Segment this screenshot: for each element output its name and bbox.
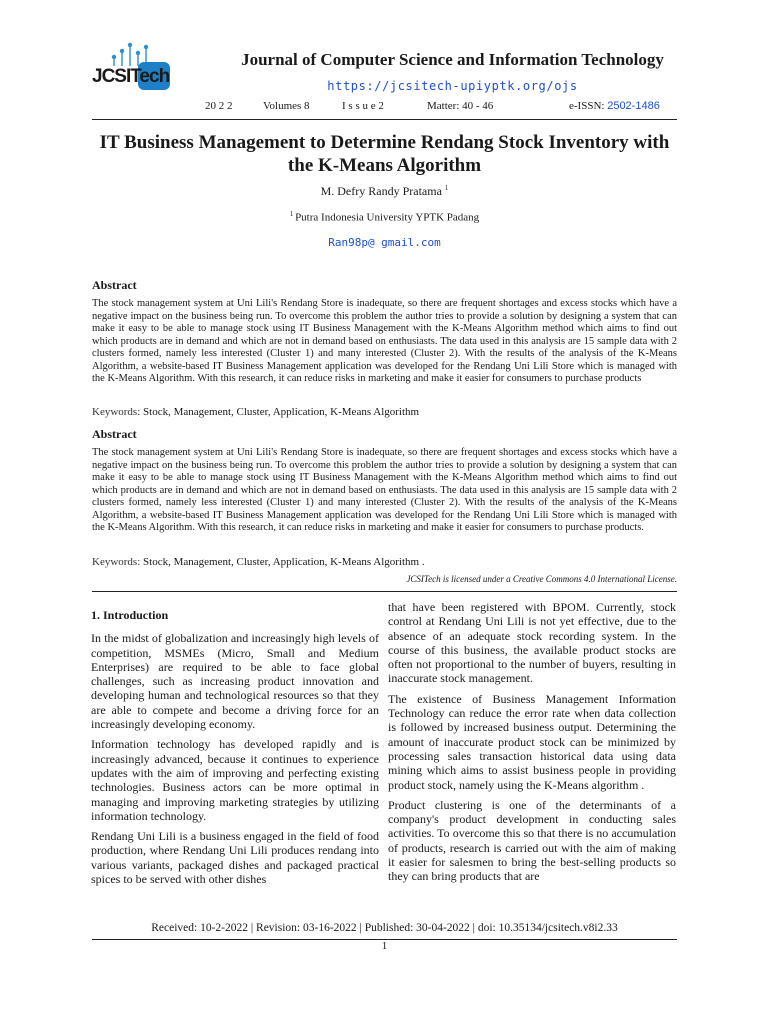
body-column-right bbox=[388, 600, 676, 890]
keywords-line-1 bbox=[92, 406, 677, 418]
author-sup: 1 bbox=[444, 184, 449, 192]
abstract-text-2: The stock management system at Uni Lili's Rendang Store is inadequate, so there are frequent shortages and excess stocks which have a negative impact on the business being run. To overcome this problem the author tries to provide a solution by designing a system that can make it easy to be able to manage stock using IT Business Management with the K-Means Algorithm method which aims to find out which products are in demand and which are not in demand based on enthusiasts. The data used in this analysis are 15 sample data with 2 clusters formed, namely less interested (Cluster 1) and many interested (Cluster 2). With the results of the analysis of the K-Means Algorithm, a website-based IT Business Management application was developed for the Rendang Uni Lili Store which is managed with the K-Means Algorithm. With this research, it can reduce risks in marketing and make it easier for consumers to purchase products. bbox=[92, 447, 677, 533]
author-name: M. Defry Randy Pratama bbox=[320, 184, 445, 198]
meta-volume: Volumes 8 bbox=[263, 100, 310, 112]
keywords-line-2 bbox=[92, 556, 677, 568]
page-number: 1 bbox=[381, 940, 388, 952]
affiliation-sup: 1 bbox=[289, 210, 296, 218]
meta-year: 20 2 2 bbox=[205, 100, 233, 112]
keywords-1: Stock, Management, Cluster, Application, K-Means Algorithm bbox=[143, 406, 420, 418]
author-line bbox=[92, 184, 677, 199]
body-paragraph: In the midst of globalization and increasingly high levels of competition, MSMEs (Micro, Small and Medium Enterprises) are required to be able to face global challenges, such as increasing product innovation and developing human and technological resources so that they are able to compete and become a driving force for an increasingly developing economy. bbox=[91, 631, 379, 732]
meta-matter: Matter: 40 - 46 bbox=[427, 100, 494, 112]
abstract-heading-2: Abstract bbox=[92, 427, 137, 441]
keywords-2: Stock, Management, Cluster, Application, K-Means Algorithm . bbox=[143, 556, 425, 568]
journal-logo bbox=[92, 38, 172, 110]
paper-title: IT Business Management to Determine Rendang Stock Inventory with the K-Means Algorithm bbox=[99, 132, 670, 176]
keywords-label-1: Keywords: bbox=[92, 406, 144, 418]
affiliation-line bbox=[92, 210, 677, 224]
issn-value: 2502-1486 bbox=[607, 100, 660, 112]
body-paragraph: Information technology has developed rapidly and is increasingly advanced, because it continues to experience updates with the aim of improving and perfecting existing technologies. Business actors can be more optimal in managing and improving marketing strategies by utilizing information technology. bbox=[91, 737, 379, 823]
logo-text: JCSITech bbox=[92, 66, 170, 87]
header-divider bbox=[92, 119, 677, 120]
author-email-link[interactable]: Ran98p@ gmail.com bbox=[328, 236, 441, 249]
journal-title: Journal of Computer Science and Information Technology bbox=[241, 50, 664, 69]
body-paragraph: Product clustering is one of the determinants of a company's product development in conducting sales activities. To overcome this so that there is no accumulation of products, research is carried out with the aim of making it easier for salesmen to bring the best-selling products so they can bring products that are bbox=[388, 797, 676, 884]
body-paragraph: The existence of Business Management Information Technology can reduce the error rate when data collection is followed by increased business output. Determining the amount of inaccurate product stock can be minimized by processing sales transaction historical data using data mining which aims to assist business people in providing product stock, namely using the K-Means algorithm . bbox=[388, 691, 676, 792]
abstract-text-1: The stock management system at Uni Lili's Rendang Store is inadequate, so there are frequent shortages and excess stocks which have a negative impact on the business being run. To overcome this problem the author tries to provide a solution by designing a system that can make it easy to be able to manage stock using IT Business Management with the K-Means Algorithm method which aims to find out which products are in demand and which are not in demand based on enthusiasts. The data used in this analysis are 15 sample data with 2 clusters formed, namely less interested (Cluster 1) and many interested (Cluster 2). With the results of the analysis of the K-Means Algorithm, a website-based IT Business Management application was developed for the Rendang Uni Lili Store which is managed with the K-Means Algorithm. With this research, it can reduce risks in marketing and make it easier for consumers to purchase products bbox=[92, 298, 677, 384]
abstract-divider bbox=[92, 591, 677, 592]
meta-issue: I s s u e 2 bbox=[342, 100, 384, 112]
body-paragraph: Rendang Uni Lili is a business engaged in the field of food production, where Rendang Uni Lili produces rendang into various variants, packaged dishes and packaged practical spices to be served with other dishes bbox=[91, 829, 379, 887]
meta-issn bbox=[569, 100, 660, 112]
abstract-heading-1: Abstract bbox=[92, 278, 137, 292]
affiliation: Putra Indonesia University YPTK Padang bbox=[295, 211, 480, 224]
section-heading-introduction: 1. Introduction bbox=[91, 608, 169, 622]
issn-label: e-ISSN: bbox=[569, 100, 608, 112]
journal-url-link[interactable]: https://jcsitech-upiyptk.org/ojs bbox=[327, 79, 578, 93]
body-column-left bbox=[91, 608, 379, 892]
keywords-label-2: Keywords: bbox=[92, 556, 144, 568]
license-note: JCSITech is licensed under a Creative Commons 4.0 International License. bbox=[406, 574, 677, 584]
body-paragraph: that have been registered with BPOM. Currently, stock control at Rendang Uni Lili is not yet effective, due to the absence of an adequate stock recording system. In the course of this business, the available product stocks are often not proportional to the number of buyers, resulting in inaccurate stock management. bbox=[388, 600, 676, 686]
publication-dates: Received: 10-2-2022 | Revision: 03-16-2022 | Published: 30-04-2022 | doi: 10.35134/jcsitech.v8i2.33 bbox=[151, 922, 618, 934]
